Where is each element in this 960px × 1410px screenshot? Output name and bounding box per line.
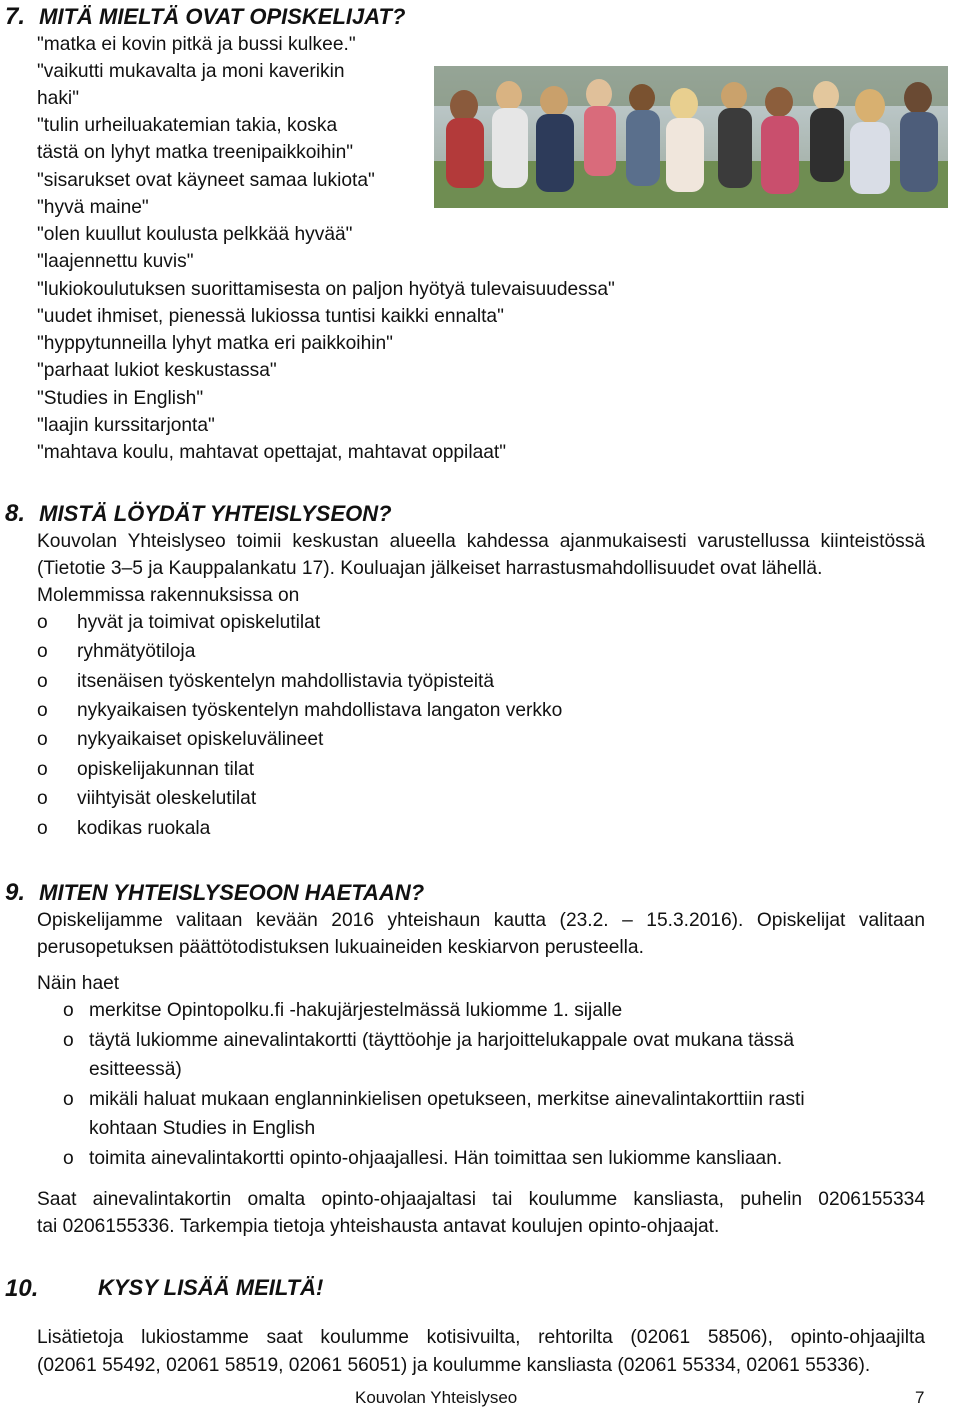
list-item-text: itsenäisen työskentelyn mahdollistavia työpisteitä xyxy=(77,671,495,692)
bullet-marker: o xyxy=(63,1148,74,1169)
section-10-title: KYSY LISÄÄ MEILTÄ! xyxy=(98,1275,324,1300)
list-item-text: merkitse Opintopolku.fi -hakujärjestelmässä lukiomme 1. sijalle xyxy=(89,1000,623,1021)
list-item xyxy=(37,612,320,634)
bullet-marker: o xyxy=(37,788,48,809)
bullet-marker: o xyxy=(37,641,48,662)
quote-line: "laajin kurssitarjonta" xyxy=(37,415,215,436)
section-8-number: 8. xyxy=(5,500,26,527)
list-item xyxy=(37,729,323,751)
quote-line: "parhaat lukiot keskustassa" xyxy=(37,360,277,381)
quote-line: haki" xyxy=(37,88,80,109)
quote-line: "vaikutti mukavalta ja moni kaverikin xyxy=(37,61,345,82)
section-9-contact-line: tai 0206155336. Tarkempia tietoja yhteishausta antavat koulujen opinto-ohjaajat. xyxy=(37,1216,720,1237)
list-item-text: kodikas ruokala xyxy=(77,818,211,839)
section-9-contact-line: Saat ainevalintakortin omalta opinto-ohjaajaltasi tai koulumme kansliasta, puhelin 0206155334 xyxy=(37,1189,925,1210)
list-item-text: täytä lukiomme ainevalintakortti (täyttöohje ja harjoittelukappale ovat mukana tässä xyxy=(89,1030,794,1051)
list-item-continuation: esitteessä) xyxy=(89,1059,182,1080)
quote-line: "hyppytunneilla lyhyt matka eri paikkoihin" xyxy=(37,333,393,354)
list-item xyxy=(37,671,494,693)
quote-line: "sisarukset ovat käyneet samaa lukiota" xyxy=(37,170,375,191)
list-item-text: opiskelijakunnan tilat xyxy=(77,759,255,780)
list-item xyxy=(37,641,195,663)
section-9-paragraph-line: perusopetuksen päättötodistuksen lukuaineiden keskiarvon perusteella. xyxy=(37,937,644,958)
section-7-heading xyxy=(5,3,405,31)
section-7-number: 7. xyxy=(5,3,26,30)
quote-line: tästä on lyhyt matka treenipaikkoihin" xyxy=(37,142,354,163)
quote-line: "hyvä maine" xyxy=(37,197,149,218)
footer-school-name: Kouvolan Yhteislyseo xyxy=(355,1388,518,1407)
list-item xyxy=(63,1000,622,1022)
section-8-heading xyxy=(5,500,392,528)
list-item-text: nykyaikaisen työskentelyn mahdollistava langaton verkko xyxy=(77,700,563,721)
quote-line: "lukiokoulutuksen suorittamisesta on paljon hyötyä tulevaisuudessa" xyxy=(37,279,615,300)
quote-line: "mahtava koulu, mahtavat opettajat, mahtavat oppilaat" xyxy=(37,442,507,463)
section-10-paragraph-line: (02061 55492, 02061 58519, 02061 56051) ja koulumme kansliasta (02061 55334, 02061 55336). xyxy=(37,1355,871,1376)
list-item xyxy=(37,818,210,840)
quote-line: "matka ei kovin pitkä ja bussi kulkee." xyxy=(37,34,356,55)
list-item-text: ryhmätyötiloja xyxy=(77,641,196,662)
bullet-marker: o xyxy=(37,818,48,839)
section-9-title: MITEN YHTEISLYSEOON HAETAAN? xyxy=(39,880,425,905)
quote-line: "laajennettu kuvis" xyxy=(37,251,194,272)
quote-line: "olen kuullut koulusta pelkkää hyvää" xyxy=(37,224,353,245)
section-10-paragraph-line: Lisätietoja lukiostamme saat koulumme kotisivuilta, rehtorilta (02061 58506), opinto-ohjaajilta xyxy=(37,1327,925,1348)
bullet-marker: o xyxy=(37,700,48,721)
list-item-text: nykyaikaiset opiskeluvälineet xyxy=(77,729,324,750)
list-item xyxy=(63,1089,805,1111)
list-item-text: hyvät ja toimivat opiskelutilat xyxy=(77,612,321,633)
quote-line: "Studies in English" xyxy=(37,388,204,409)
photo-illustration xyxy=(434,66,948,208)
list-item xyxy=(37,788,256,810)
section-8-intro: Molemmissa rakennuksissa on xyxy=(37,585,300,606)
bullet-marker: o xyxy=(63,1030,74,1051)
bullet-marker: o xyxy=(63,1000,74,1021)
bullet-marker: o xyxy=(37,671,48,692)
quote-line: "uudet ihmiset, pienessä lukiossa tuntisi kaikki ennalta" xyxy=(37,306,504,327)
list-item-text: toimita ainevalintakortti opinto-ohjaajallesi. Hän toimittaa sen lukiomme kansliaan. xyxy=(89,1148,783,1169)
list-item xyxy=(63,1030,794,1052)
section-8-title: MISTÄ LÖYDÄT YHTEISLYSEON? xyxy=(39,501,392,526)
section-8-paragraph-line: Kouvolan Yhteislyseo toimii keskustan alueella kahdessa ajanmukaisesti varustellussa kiinteistössä xyxy=(37,531,925,552)
bullet-marker: o xyxy=(37,759,48,780)
section-10-heading xyxy=(5,1275,324,1303)
students-group-photo-icon xyxy=(434,66,948,208)
list-item-text: viihtyisät oleskelutilat xyxy=(77,788,257,809)
list-item xyxy=(63,1148,782,1170)
section-9-intro: Näin haet xyxy=(37,973,120,994)
bullet-marker: o xyxy=(37,612,48,633)
section-8-paragraph-line: (Tietotie 3–5 ja Kauppalankatu 17). Kouluajan jälkeiset harrastusmahdollisuudet ovat lähellä. xyxy=(37,558,823,579)
bullet-marker: o xyxy=(37,729,48,750)
section-9-paragraph-line: Opiskelijamme valitaan kevään 2016 yhteishaun kautta (23.2. – 15.3.2016). Opiskelijat valitaan xyxy=(37,910,925,931)
bullet-marker: o xyxy=(63,1089,74,1110)
list-item-continuation: kohtaan Studies in English xyxy=(89,1118,316,1139)
list-item xyxy=(37,759,254,781)
footer-page-number: 7 xyxy=(915,1388,925,1407)
quote-line: "tulin urheiluakatemian takia, koska xyxy=(37,115,338,136)
section-7-title: MITÄ MIELTÄ OVAT OPISKELIJAT? xyxy=(39,4,406,29)
list-item-text: mikäli haluat mukaan englanninkielisen opetukseen, merkitse ainevalintakorttiin rasti xyxy=(89,1089,805,1110)
section-9-number: 9. xyxy=(5,879,26,906)
list-item xyxy=(37,700,562,722)
section-9-heading xyxy=(5,879,424,907)
section-10-number: 10. xyxy=(5,1275,39,1302)
